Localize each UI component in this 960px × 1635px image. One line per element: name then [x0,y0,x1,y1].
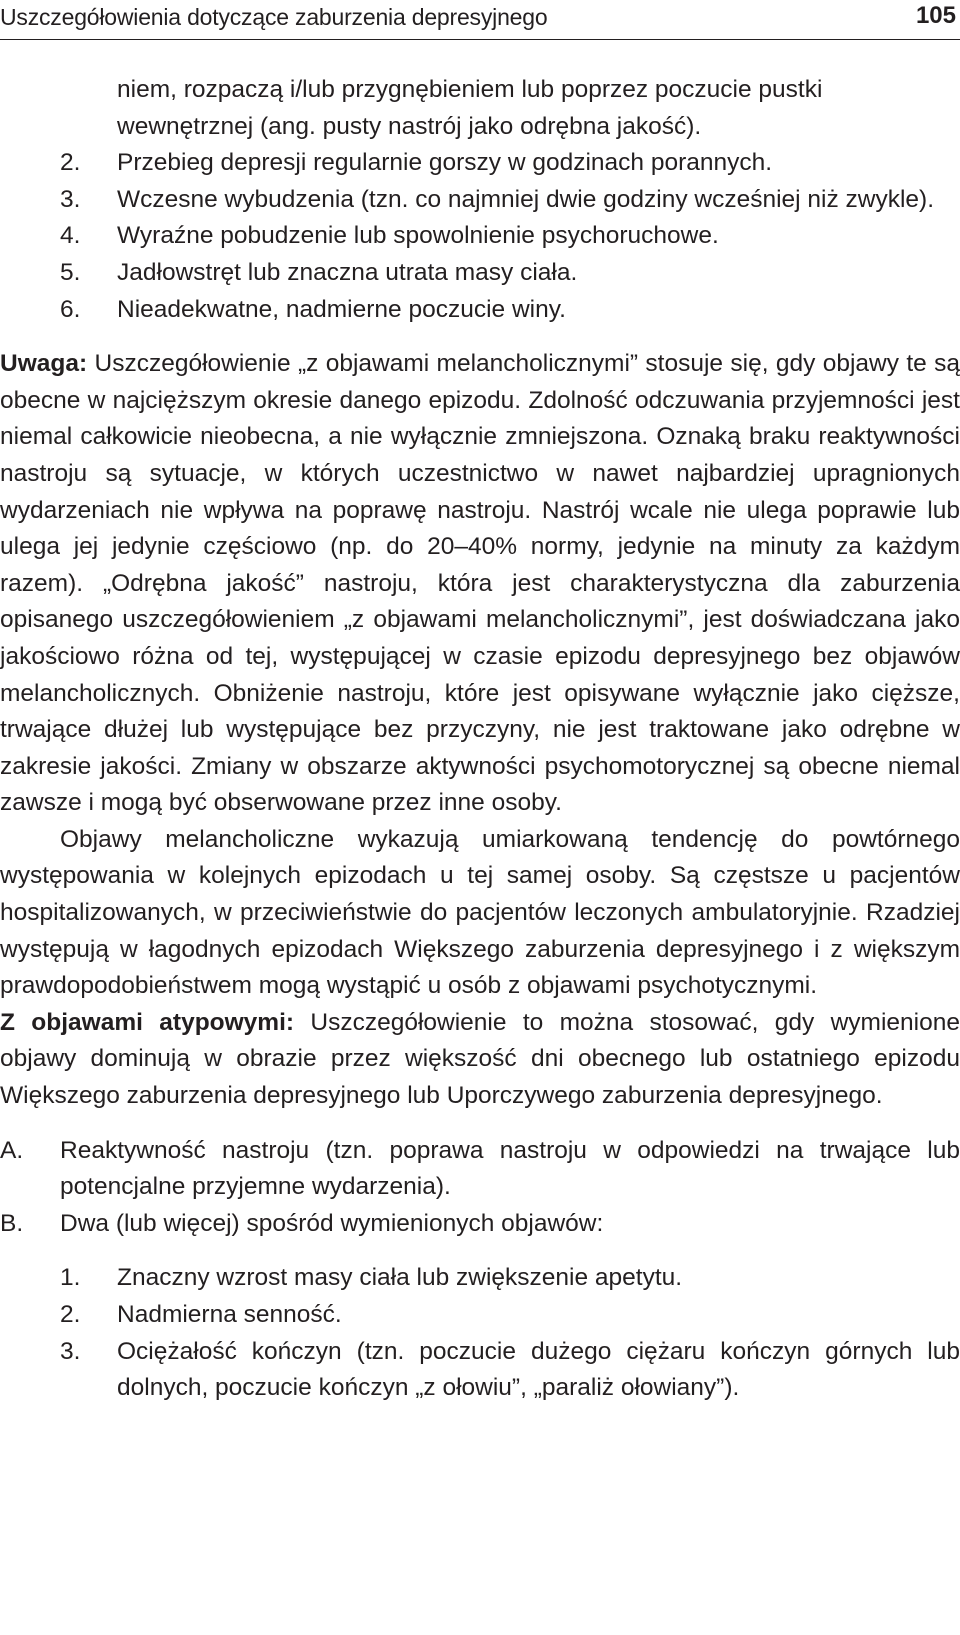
list-marker: 1. [60,1264,81,1292]
list-item-text: Ociężałość kończyn (tzn. poczucie dużego ciężaru kończyn górnych lub dolnych, poczucie kończyn „z ołowiu”, „paraliż ołowiany”). [117,1337,960,1402]
running-title: Uszczegółowienia dotyczące zaburzenia depresyjnego [0,4,548,30]
list-item [0,145,960,182]
atypical-text: Uszczegółowienie to można stosować, gdy wymienione objawy dominują w obrazie przez większość dni obecnego lub ostatniego epizodu Większego zaburzenia depresyjnego lub Uporczywego zaburzenia depresyjnego. [0,1008,960,1110]
list-marker: 3. [60,1337,81,1365]
body-paragraph: Objawy melancholiczne wykazują umiarkowaną tendencję do powtórnego występowania w kolejnych epizodach u tej samej osoby. Są częstsze u pacjentów hospitalizowanych, w przeciwieństwie do pacjentów leczonych ambulatoryjnie. Rzadziej występują w łagodnych epizodach Większego zaburzenia depresyjnego i z większym prawdopodobieństwem mogą wystąpić u osób z objawami psychotycznymi. [0,825,960,1000]
list-marker: 2. [60,1301,81,1328]
page-body [0,72,960,1407]
page-number: 105 [915,2,956,29]
list-item [0,1334,960,1407]
spacer [0,1242,960,1260]
list-item-text: Nadmierna senność. [117,1301,342,1328]
list-item-text: Przebieg depresji regularnie gorszy w godzinach porannych. [117,149,773,177]
list-item-text: Wczesne wybudzenia (tzn. co najmniej dwie godziny wcześniej niż zwykle). [117,185,935,213]
list-item-text: Nieadekwatne, nadmierne poczucie winy. [117,295,566,323]
note-label: Uwaga: [0,350,88,378]
list-marker: 5. [60,258,81,286]
list-item [0,182,960,219]
list-marker: 6. [60,295,81,323]
atypical-paragraph [0,1005,960,1115]
list-marker: 2. [60,149,81,177]
list-item-text: Jadłowstręt lub znaczna utrata masy ciała. [117,258,578,286]
criteria-list [0,1133,960,1243]
list-item-text: Znaczny wzrost masy ciała lub zwiększenie apetytu. [117,1264,683,1292]
list-marker: 4. [60,222,81,250]
list-item [0,1260,960,1297]
list-item [0,292,960,329]
spacer [0,328,960,346]
criterion-item [0,1133,960,1206]
melancholic-symptoms-list [0,145,960,328]
note-paragraph [0,346,960,822]
running-header [0,0,960,40]
list-item-continuation: niem, rozpaczą i/lub przygnębieniem lub poprzez poczucie pustki wewnętrznej (ang. pusty nastrój jako odrębna jakość). [117,76,823,140]
list-item-text: Wyraźne pobudzenie lub spowolnienie psychoruchowe. [117,222,719,250]
criterion-text: Reaktywność nastroju (tzn. poprawa nastroju w odpowiedzi na trwające lub potencjalne przyjemne wydarzenia). [60,1136,960,1201]
list-marker: 3. [60,185,81,213]
spacer [0,1115,960,1133]
list-item [0,218,960,255]
criterion-marker: B. [0,1209,24,1237]
note-text: Uszczegółowienie „z objawami melancholicznymi” stosuje się, gdy objawy te są obecne w najcięższym okresie danego epizodu. Zdolność odczuwania przyjemności jest niemal całkowicie nieobecna, a nie wyłącznie zmniejszona. Oznaką braku reaktywności nastroju są sytuacje, w których uczestnictwo w nawet najbardziej upragnionych wydarzeniach nie wpływa na poprawę nastroju. Nastrój wcale nie ulega poprawie lub ulega jej jedynie częściowo (np. do 20–40% normy, jedynie na minuty za każdym razem). „Odrębna jakość” nastroju, która jest charakterystyczna dla zaburzenia opisanego uszczegółowieniem „z objawami melancholicznymi”, jest doświadczana jako jakościowo różna od tej, występującej w czasie epizodu depresyjnego bez objawów melancholicznych. Obniżenie nastroju, które jest opisywane wyłącznie jako cięższe, trwające dłużej lub występujące bez przyczyny, nie jest traktowane jako odrębne w zakresie jakości. Zmiany w obszarze aktywności psychomotorycznej są obecne niemal zawsze i mogą być obserwowane przez inne osoby. [0,350,960,817]
criterion-text: Dwa (lub więcej) spośród wymienionych objawów: [60,1209,604,1237]
criterion-marker: A. [0,1136,24,1164]
atypical-label: Z objawami atypowymi: [0,1008,295,1036]
atypical-symptoms-list [0,1260,960,1406]
list-item [0,255,960,292]
criterion-item [0,1206,960,1243]
list-item [0,1297,960,1334]
